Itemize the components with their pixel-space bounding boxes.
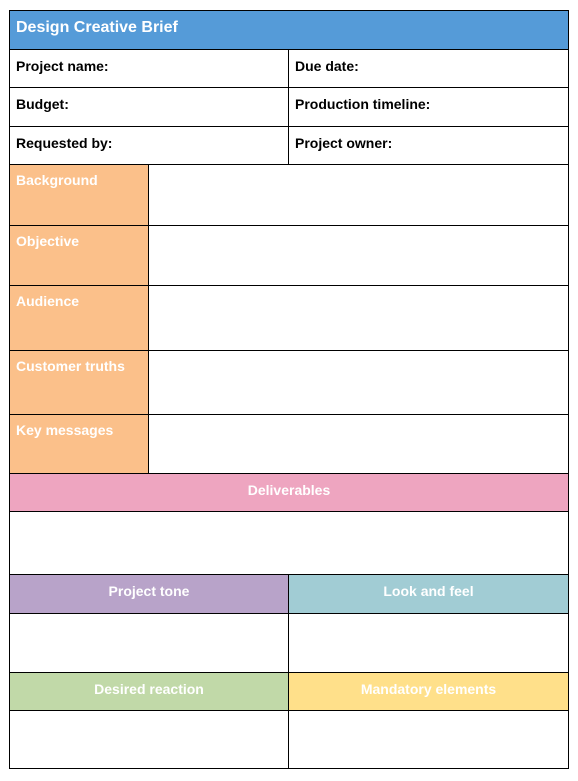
deliverables-header-row bbox=[10, 474, 568, 512]
customer-truths-label-cell bbox=[10, 351, 149, 414]
background-label: Background bbox=[16, 172, 98, 188]
desired-reaction-content-cell[interactable] bbox=[10, 711, 289, 768]
objective-label: Objective bbox=[16, 233, 80, 249]
requested-by-row bbox=[10, 127, 568, 165]
reaction-mandatory-header-row bbox=[10, 673, 568, 711]
project-tone-content-cell[interactable] bbox=[10, 614, 289, 672]
customer-truths-row bbox=[10, 351, 568, 415]
look-and-feel-header-cell bbox=[289, 575, 568, 613]
project-name-row bbox=[10, 50, 568, 88]
key-messages-label-cell bbox=[10, 415, 149, 473]
deliverables-header: Deliverables bbox=[247, 482, 331, 498]
audience-row bbox=[10, 286, 568, 351]
mandatory-elements-header-cell bbox=[289, 673, 568, 710]
desired-reaction-header-cell bbox=[10, 673, 289, 710]
project-owner-cell[interactable] bbox=[289, 127, 568, 164]
background-label-cell bbox=[10, 165, 149, 225]
reaction-mandatory-content-row bbox=[10, 711, 568, 768]
key-messages-content-cell[interactable] bbox=[149, 415, 568, 473]
project-owner-label: Project owner: bbox=[295, 135, 393, 151]
look-and-feel-header: Look and feel bbox=[383, 583, 474, 599]
look-and-feel-content-cell[interactable] bbox=[289, 614, 568, 672]
objective-label-cell bbox=[10, 226, 149, 285]
project-tone-header: Project tone bbox=[108, 583, 190, 599]
audience-label: Audience bbox=[16, 293, 80, 309]
customer-truths-label: Customer truths bbox=[16, 358, 125, 374]
due-date-cell[interactable] bbox=[289, 50, 568, 87]
creative-brief-table bbox=[9, 10, 569, 769]
mandatory-elements-content-cell[interactable] bbox=[289, 711, 568, 768]
project-name-cell[interactable] bbox=[10, 50, 289, 87]
title-row bbox=[10, 11, 568, 50]
page-title: Design Creative Brief bbox=[16, 19, 178, 36]
objective-content-cell[interactable] bbox=[149, 226, 568, 285]
mandatory-elements-header: Mandatory elements bbox=[360, 681, 497, 697]
key-messages-row bbox=[10, 415, 568, 474]
background-content-cell[interactable] bbox=[149, 165, 568, 225]
budget-row bbox=[10, 88, 568, 127]
desired-reaction-header: Desired reaction bbox=[94, 681, 204, 697]
tone-look-content-row bbox=[10, 614, 568, 673]
budget-label: Budget: bbox=[16, 96, 69, 112]
project-name-label: Project name: bbox=[16, 58, 109, 74]
background-row bbox=[10, 165, 568, 226]
audience-label-cell bbox=[10, 286, 149, 350]
budget-cell[interactable] bbox=[10, 88, 289, 126]
deliverables-content-row[interactable] bbox=[10, 512, 568, 575]
requested-by-cell[interactable] bbox=[10, 127, 289, 164]
project-tone-header-cell bbox=[10, 575, 289, 613]
audience-content-cell[interactable] bbox=[149, 286, 568, 350]
tone-look-header-row bbox=[10, 575, 568, 614]
production-timeline-label: Production timeline: bbox=[295, 96, 431, 112]
key-messages-label: Key messages bbox=[16, 422, 114, 438]
due-date-label: Due date: bbox=[295, 58, 359, 74]
production-timeline-cell[interactable] bbox=[289, 88, 568, 126]
customer-truths-content-cell[interactable] bbox=[149, 351, 568, 414]
requested-by-label: Requested by: bbox=[16, 135, 113, 151]
objective-row bbox=[10, 226, 568, 286]
